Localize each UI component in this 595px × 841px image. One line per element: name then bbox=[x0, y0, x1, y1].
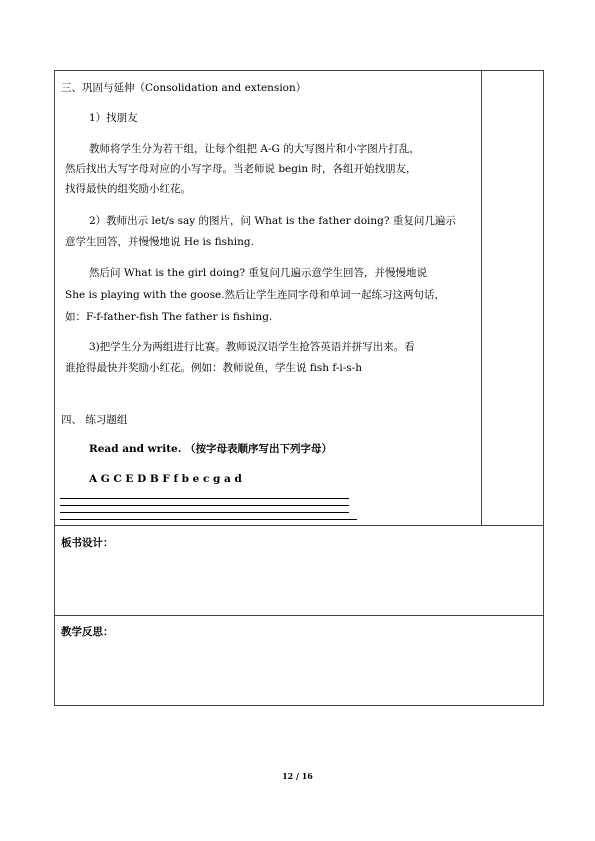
table-row-divider bbox=[54, 525, 544, 526]
item2b-line: 如：F-f-father-fish The father is fishing. bbox=[65, 311, 273, 323]
answer-line bbox=[60, 498, 349, 499]
item2b-line: She is playing with the goose.然后让学生连同字母和单词一起练习这两句话， bbox=[65, 289, 446, 301]
item3-line: 谁抢得最快并奖励小红花。例如：教师说鱼，学生说 fish f-i-s-h bbox=[65, 362, 362, 374]
item2-line: 意学生回答，并慢慢地说 He is fishing. bbox=[65, 236, 254, 248]
item1-title: 1）找朋友 bbox=[89, 112, 138, 124]
exercise-instruction: Read and write. （按字母表顺序写出下列字母） bbox=[89, 443, 333, 455]
section3-heading: 三、巩固与延伸（Consolidation and extension） bbox=[61, 82, 307, 94]
item3-line: 3)把学生分为两组进行比赛。教师说汉语学生抢答英语并拼写出来。看 bbox=[89, 341, 415, 353]
answer-line bbox=[60, 519, 357, 520]
item2b-line: 然后问 What is the girl doing? 重复问几遍示意学生回答，并慢慢地说 bbox=[89, 267, 427, 279]
exercise-letters: A G C E D B F f b e c g a d bbox=[89, 473, 242, 485]
table-row-divider bbox=[54, 615, 544, 616]
item1-line: 教师将学生分为若干组，让每个组把 A-G 的大写图片和小字图片打乱， bbox=[89, 143, 420, 155]
item2-line: 2）教师出示 let/s say 的图片，问 What is the father doing? 重复问几遍示 bbox=[89, 215, 456, 227]
table-column-divider bbox=[481, 70, 482, 526]
item1-line: 找得最快的组奖励小红花。 bbox=[65, 183, 191, 195]
answer-line bbox=[60, 505, 349, 506]
item1-line: 然后找出大写字母对应的小写字母。当老师说 begin 时，各组开始找朋友， bbox=[65, 163, 417, 175]
reflection-label: 教学反思： bbox=[61, 626, 114, 638]
page-number: 12 / 16 bbox=[282, 771, 313, 781]
section4-heading: 四、 练习题组 bbox=[61, 414, 128, 426]
answer-line bbox=[60, 512, 349, 513]
board-design-label: 板书设计： bbox=[61, 537, 114, 549]
